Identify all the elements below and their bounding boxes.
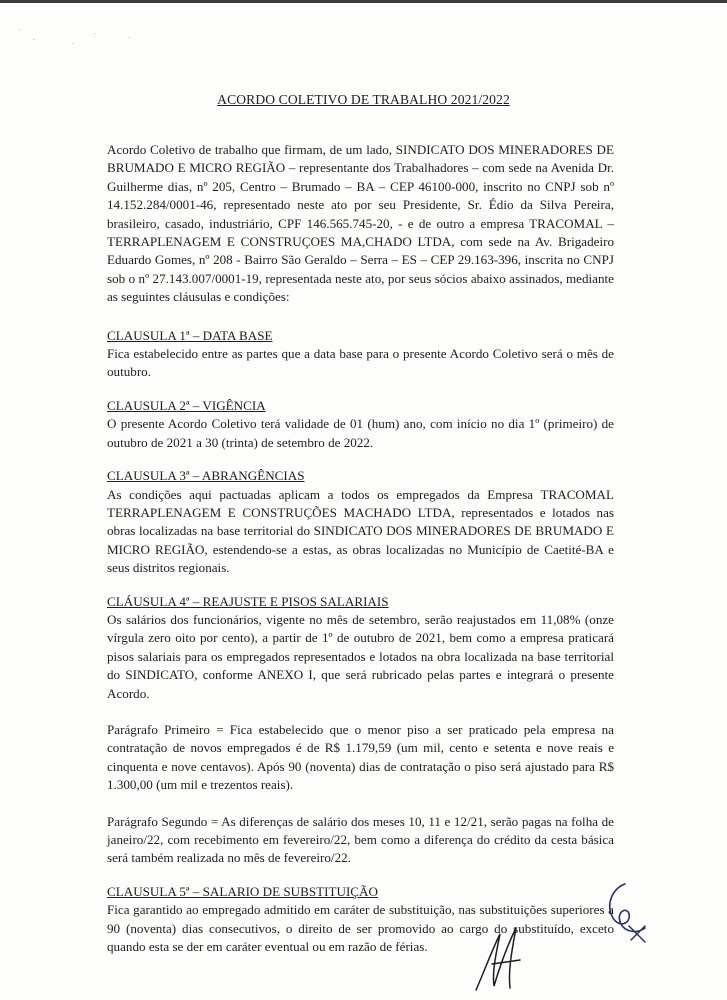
clause-1 — [107, 327, 614, 382]
scan-speck: · — [128, 34, 131, 42]
clause-2 — [107, 397, 614, 452]
clause-text: Fica estabelecido entre as partes que a data base para o presente Acordo Coletivo será o mês de outubro. — [107, 346, 614, 380]
scan-speck: · — [18, 26, 21, 34]
paragraph-segundo: Parágrafo Segundo = As diferenças de salário dos meses 10, 11 e 12/21, serão pagas na folha de janeiro/22, com recebimento em fevereiro/22, bem como a diferença do crédito da cesta básica será também realizada no mês de fevereiro/22. — [107, 813, 614, 866]
clause-text: Fica garantido ao empregado admitido em caráter de substituição, nas substituições superiores a 90 (noventa) dias consecutivos, o direito de ser promovido ao cargo do substituído, exceto quando esta se der em caráter eventual ou em razão de férias. — [107, 902, 614, 955]
scan-speck: · — [33, 36, 36, 44]
document-title: ACORDO COLETIVO DE TRABALHO 2021/2022 — [217, 92, 510, 107]
rubric-signature-right — [585, 878, 657, 950]
clause-4 — [107, 593, 614, 868]
scan-speck: · — [94, 30, 97, 38]
clause-heading: CLAUSULA 2ª – VIGÊNCIA — [107, 397, 266, 413]
clause-5 — [107, 883, 614, 957]
clause-heading: CLAUSULA 1ª – DATA BASE — [107, 327, 273, 343]
paragraph-primeiro: Parágrafo Primeiro = Fica estabelecido que o menor piso a ser praticado pela empresa na contratação de novos empregados é de R$ 1.179,59 (um mil, cento e setenta e nove reais e cinquenta e nove centavos). Após 90 (noventa) dias de contratação o piso será ajustado para R$ 1.300,00 (um mil e trezentos reais). — [107, 721, 614, 793]
clause-heading: CLAUSULA 3ª – ABRANGÊNCIAS — [107, 468, 305, 484]
document-body — [107, 141, 614, 971]
rubric-signature-center — [470, 920, 530, 996]
scan-edge — [0, 0, 727, 3]
clause-heading: CLAUSULA 5ª – SALARIO DE SUBSTITUIÇÃO — [107, 883, 378, 899]
clause-3 — [107, 467, 614, 577]
clause-text: As condições aqui pactuadas aplicam a todos os empregados da Empresa TRACOMAL TERRAPLENAGEM E CONSTRUÇÕES MACHADO LTDA, representados e lotados nas obras localizadas na base territorial do SINDICATO DOS MINERADORES DE BRUMADO E MICRO REGIÃO, estendendo-se a estas, as obras localizadas no Município de Caetité-BA e seus distritos regionais. — [107, 486, 614, 576]
clause-text: O presente Acordo Coletivo terá validade de 01 (hum) ano, com início no dia 1º (primeiro) de outubro de 2021 a 30 (trinta) de setembro de 2022. — [107, 416, 614, 450]
intro-paragraph: Acordo Coletivo de trabalho que firmam, de um lado, SINDICATO DOS MINERADORES DE BRUMADO E MICRO REGIÃO – representante dos Trabalhadores – com sede na Avenida Dr. Guilherme dias, nº 205, Centro – Brumado – BA – CEP 46100-000, inscrito no CNPJ sob nº 14.152.284/0001-46, representado neste ato por seu Presidente, Sr. Édio da Silva Pereira, brasileiro, casado, industriário, CPF 146.565.745-20, - e de outro a empresa TRACOMAL – TERRAPLENAGEM E CONSTRUÇOES MA,CHADO LTDA, com sede na Av. Brigadeiro Eduardo Gomes, nº 208 - Bairro São Geraldo – Serra – ES – CEP 29.163-396, inscrita no CNPJ sob o nº 27.143.007/0001-19, representada neste ato, por seus sócios abaixo assinados, mediante as seguintes cláusulas e condições: — [107, 142, 614, 305]
clause-text: Os salários dos funcionários, vigente no mês de setembro, serão reajustados em 11,08% (onze vírgula zero oito por cento), a partir de 1º de outubro de 2021, bem como a empresa praticará pisos salariais para os empregados representados e lotados na obra localizada na base territorial do SINDICATO, conforme ANEXO I, que será rubricado pelas partes e integrará o presente Acordo. — [107, 611, 614, 701]
clause-heading: CLÁUSULA 4ª – REAJUSTE E PISOS SALARIAIS — [107, 593, 389, 609]
scan-speck: · — [72, 40, 75, 48]
